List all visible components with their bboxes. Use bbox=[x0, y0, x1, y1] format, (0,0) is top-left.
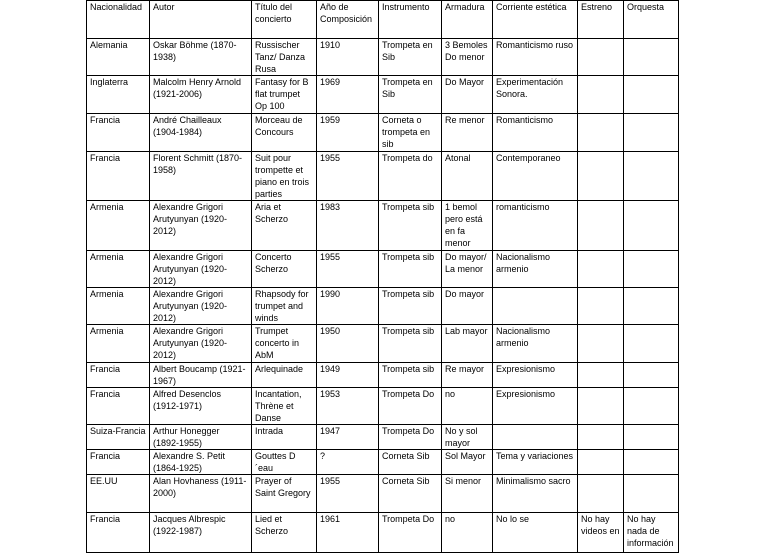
cell-premiere bbox=[578, 475, 624, 513]
cell-author: Alexandre Grigori Arutyunyan (1920-2012) bbox=[150, 325, 252, 363]
cell-key-signature: No y sol mayor bbox=[442, 425, 493, 450]
cell-instrument: Corneta Sib bbox=[379, 450, 442, 475]
cell-concert-title: Morceau de Concours bbox=[252, 114, 317, 152]
cell-instrument: Trompeta sib bbox=[379, 325, 442, 363]
cell-concert-title: Trumpet concerto in AbM bbox=[252, 325, 317, 363]
table-row bbox=[87, 325, 679, 363]
header-row bbox=[87, 1, 679, 39]
cell-year: 1947 bbox=[317, 425, 379, 450]
cell-instrument: Trompeta en Sib bbox=[379, 39, 442, 76]
cell-aesthetic-movement: Experimentación Sonora. bbox=[493, 76, 578, 114]
cell-premiere bbox=[578, 114, 624, 152]
cell-nationality: Inglaterra bbox=[87, 76, 150, 114]
cell-author: Arthur Honegger (1892-1955) bbox=[150, 425, 252, 450]
table-row bbox=[87, 363, 679, 388]
cell-year: 1955 bbox=[317, 152, 379, 201]
cell-aesthetic-movement: Romanticismo ruso bbox=[493, 39, 578, 76]
cell-instrument: Trompeta sib bbox=[379, 363, 442, 388]
cell-nationality: Francia bbox=[87, 114, 150, 152]
table-row bbox=[87, 251, 679, 288]
header-orchestra: Orquesta bbox=[624, 1, 679, 39]
cell-instrument: Corneta o trompeta en sib bbox=[379, 114, 442, 152]
cell-concert-title: Suit pour trompette et piano en trois parties bbox=[252, 152, 317, 201]
header-premiere: Estreno bbox=[578, 1, 624, 39]
cell-concert-title: Concerto Scherzo bbox=[252, 251, 317, 288]
cell-nationality: Alemania bbox=[87, 39, 150, 76]
cell-aesthetic-movement: Minimalismo sacro bbox=[493, 475, 578, 513]
cell-author: Alexandre Grigori Arutyunyan (1920-2012) bbox=[150, 201, 252, 251]
cell-aesthetic-movement bbox=[493, 425, 578, 450]
cell-premiere bbox=[578, 39, 624, 76]
cell-key-signature: Si menor bbox=[442, 475, 493, 513]
cell-author: Albert Boucamp (1921-1967) bbox=[150, 363, 252, 388]
cell-premiere bbox=[578, 388, 624, 425]
cell-concert-title: Fantasy for B flat trumpet Op 100 bbox=[252, 76, 317, 114]
cell-instrument: Trompeta Do bbox=[379, 425, 442, 450]
cell-concert-title: Rhapsody for trumpet and winds bbox=[252, 288, 317, 325]
cell-orchestra bbox=[624, 114, 679, 152]
cell-key-signature: no bbox=[442, 388, 493, 425]
table-row bbox=[87, 39, 679, 76]
cell-aesthetic-movement: Romanticismo bbox=[493, 114, 578, 152]
cell-key-signature: Re menor bbox=[442, 114, 493, 152]
cell-key-signature: Atonal bbox=[442, 152, 493, 201]
cell-year: 1990 bbox=[317, 288, 379, 325]
cell-aesthetic-movement: Nacionalismo armenio bbox=[493, 251, 578, 288]
cell-nationality: Suiza-Francia bbox=[87, 425, 150, 450]
cell-premiere bbox=[578, 450, 624, 475]
cell-author: André Chailleaux (1904-1984) bbox=[150, 114, 252, 152]
cell-concert-title: Arlequinade bbox=[252, 363, 317, 388]
cell-year: 1949 bbox=[317, 363, 379, 388]
cell-orchestra bbox=[624, 201, 679, 251]
cell-year: 1955 bbox=[317, 251, 379, 288]
table-row bbox=[87, 513, 679, 553]
cell-orchestra bbox=[624, 363, 679, 388]
cell-year: 1959 bbox=[317, 114, 379, 152]
cell-orchestra bbox=[624, 425, 679, 450]
cell-key-signature: Do Mayor bbox=[442, 76, 493, 114]
table-row bbox=[87, 475, 679, 513]
header-concert-title: Título del concierto bbox=[252, 1, 317, 39]
cell-aesthetic-movement: Tema y variaciones bbox=[493, 450, 578, 475]
cell-nationality: Francia bbox=[87, 363, 150, 388]
cell-key-signature: 1 bemol pero está en fa menor bbox=[442, 201, 493, 251]
cell-instrument: Trompeta en Sib bbox=[379, 76, 442, 114]
cell-premiere bbox=[578, 201, 624, 251]
cell-author: Oskar Böhme (1870-1938) bbox=[150, 39, 252, 76]
cell-premiere bbox=[578, 251, 624, 288]
cell-premiere bbox=[578, 325, 624, 363]
cell-aesthetic-movement bbox=[493, 288, 578, 325]
table-row bbox=[87, 425, 679, 450]
cell-nationality: Francia bbox=[87, 388, 150, 425]
table-row bbox=[87, 114, 679, 152]
cell-orchestra: No hay nada de información bbox=[624, 513, 679, 553]
cell-premiere: No hay videos en bbox=[578, 513, 624, 553]
cell-author: Alan Hovhaness (1911-2000) bbox=[150, 475, 252, 513]
header-year: Año de Composición bbox=[317, 1, 379, 39]
cell-concert-title: Intrada bbox=[252, 425, 317, 450]
cell-year: 1983 bbox=[317, 201, 379, 251]
cell-nationality: Armenia bbox=[87, 288, 150, 325]
concert-table bbox=[86, 0, 679, 553]
header-author: Autor bbox=[150, 1, 252, 39]
cell-instrument: Trompeta do bbox=[379, 152, 442, 201]
cell-nationality: Francia bbox=[87, 152, 150, 201]
cell-nationality: Armenia bbox=[87, 251, 150, 288]
cell-year: 1950 bbox=[317, 325, 379, 363]
cell-instrument: Trompeta sib bbox=[379, 201, 442, 251]
cell-orchestra bbox=[624, 39, 679, 76]
cell-orchestra bbox=[624, 152, 679, 201]
cell-author: Alexandre Grigori Arutyunyan (1920-2012) bbox=[150, 251, 252, 288]
cell-premiere bbox=[578, 425, 624, 450]
cell-year: 1953 bbox=[317, 388, 379, 425]
cell-year: ? bbox=[317, 450, 379, 475]
cell-aesthetic-movement: Nacionalismo armenio bbox=[493, 325, 578, 363]
cell-concert-title: Prayer of Saint Gregory bbox=[252, 475, 317, 513]
cell-key-signature: 3 Bemoles Do menor bbox=[442, 39, 493, 76]
cell-key-signature: Do mayor bbox=[442, 288, 493, 325]
table-row bbox=[87, 76, 679, 114]
cell-orchestra bbox=[624, 76, 679, 114]
cell-concert-title: Aria et Scherzo bbox=[252, 201, 317, 251]
table-row bbox=[87, 152, 679, 201]
cell-premiere bbox=[578, 152, 624, 201]
cell-nationality: Francia bbox=[87, 513, 150, 553]
cell-orchestra bbox=[624, 450, 679, 475]
cell-instrument: Trompeta Do bbox=[379, 388, 442, 425]
cell-author: Alfred Desenclos (1912-1971) bbox=[150, 388, 252, 425]
table-row bbox=[87, 201, 679, 251]
cell-key-signature: Do mayor/ La menor bbox=[442, 251, 493, 288]
cell-author: Malcolm Henry Arnold (1921-2006) bbox=[150, 76, 252, 114]
table-row bbox=[87, 288, 679, 325]
cell-orchestra bbox=[624, 475, 679, 513]
cell-year: 1969 bbox=[317, 76, 379, 114]
cell-concert-title: Russischer Tanz/ Danza Rusa bbox=[252, 39, 317, 76]
cell-author: Alexandre S. Petit (1864-1925) bbox=[150, 450, 252, 475]
header-nationality: Nacionalidad bbox=[87, 1, 150, 39]
cell-concert-title: Gouttes D ´eau bbox=[252, 450, 317, 475]
cell-nationality: Francia bbox=[87, 450, 150, 475]
header-aesthetic-movement: Corriente estética bbox=[493, 1, 578, 39]
cell-aesthetic-movement: Contemporaneo bbox=[493, 152, 578, 201]
cell-aesthetic-movement: Expresionismo bbox=[493, 363, 578, 388]
cell-orchestra bbox=[624, 325, 679, 363]
header-key-signature: Armadura bbox=[442, 1, 493, 39]
cell-key-signature: no bbox=[442, 513, 493, 553]
cell-instrument: Trompeta sib bbox=[379, 251, 442, 288]
cell-instrument: Corneta Sib bbox=[379, 475, 442, 513]
cell-nationality: Armenia bbox=[87, 325, 150, 363]
cell-year: 1955 bbox=[317, 475, 379, 513]
table-row bbox=[87, 388, 679, 425]
cell-author: Florent Schmitt (1870-1958) bbox=[150, 152, 252, 201]
cell-author: Jacques Albrespic (1922-1987) bbox=[150, 513, 252, 553]
cell-year: 1961 bbox=[317, 513, 379, 553]
cell-concert-title: Incantation, Thrène et Danse bbox=[252, 388, 317, 425]
table-row bbox=[87, 450, 679, 475]
cell-aesthetic-movement: Expresionismo bbox=[493, 388, 578, 425]
cell-key-signature: Lab mayor bbox=[442, 325, 493, 363]
cell-key-signature: Sol Mayor bbox=[442, 450, 493, 475]
cell-premiere bbox=[578, 288, 624, 325]
cell-nationality: Armenia bbox=[87, 201, 150, 251]
cell-concert-title: Lied et Scherzo bbox=[252, 513, 317, 553]
cell-orchestra bbox=[624, 388, 679, 425]
cell-premiere bbox=[578, 363, 624, 388]
cell-instrument: Trompeta sib bbox=[379, 288, 442, 325]
cell-aesthetic-movement: No lo se bbox=[493, 513, 578, 553]
cell-author: Alexandre Grigori Arutyunyan (1920-2012) bbox=[150, 288, 252, 325]
cell-instrument: Trompeta Do bbox=[379, 513, 442, 553]
cell-orchestra bbox=[624, 288, 679, 325]
cell-year: 1910 bbox=[317, 39, 379, 76]
cell-aesthetic-movement: romanticismo bbox=[493, 201, 578, 251]
cell-orchestra bbox=[624, 251, 679, 288]
cell-key-signature: Re mayor bbox=[442, 363, 493, 388]
cell-premiere bbox=[578, 76, 624, 114]
cell-nationality: EE.UU bbox=[87, 475, 150, 513]
header-instrument: Instrumento bbox=[379, 1, 442, 39]
